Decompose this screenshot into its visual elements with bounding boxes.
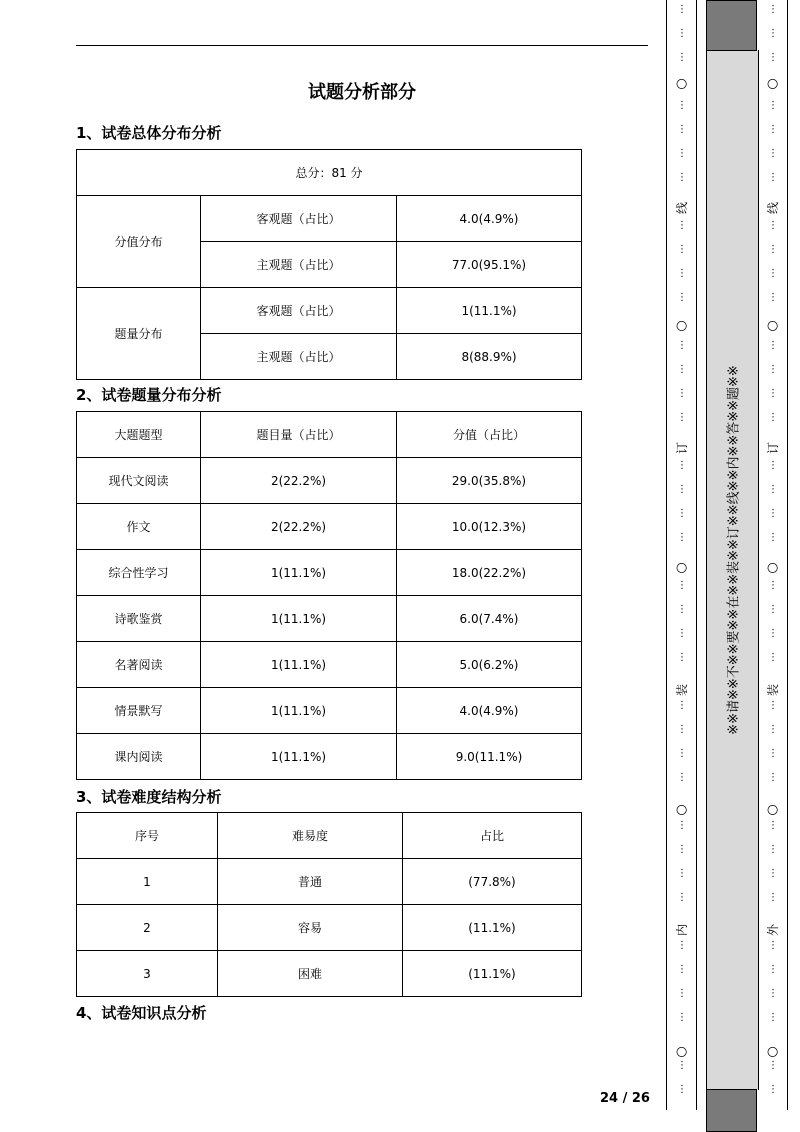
binding-dot-icon: ⋮ [677, 964, 687, 975]
binding-border [666, 0, 667, 1110]
binding-dot-icon: ⋮ [677, 292, 687, 303]
difficulty-table [76, 812, 582, 997]
question-type-table [76, 411, 582, 780]
binding-label: 外 [766, 924, 780, 937]
binding-dot-icon: ⋮ [677, 820, 687, 831]
binding-label: 内 [675, 924, 689, 937]
table-cell: 课内阅读 [77, 734, 201, 780]
table-header: 大题题型 [77, 412, 201, 458]
binding-dot-icon: ⋮ [768, 748, 778, 759]
binding-label: 订 [675, 442, 689, 455]
binding-dot-icon: ⋮ [768, 628, 778, 639]
binding-dot-icon: ⋮ [677, 388, 687, 399]
table-header: 分值（占比） [397, 412, 582, 458]
table-cell: 1(11.1%) [201, 688, 397, 734]
binding-dot-icon: ⋮ [677, 52, 687, 63]
binding-dot-icon: ⋮ [768, 940, 778, 951]
table-cell: 现代文阅读 [77, 458, 201, 504]
binding-dot-icon: ⋮ [677, 1012, 687, 1023]
binding-dot-icon: ⋮ [768, 388, 778, 399]
binding-dot-icon: ⋮ [677, 148, 687, 159]
count-distribution-label: 题量分布 [77, 288, 201, 380]
table-cell: 1(11.1%) [201, 734, 397, 780]
binding-dot-icon: ⋮ [677, 772, 687, 783]
table-cell: 普通 [218, 859, 403, 905]
table-row [77, 859, 582, 905]
section-heading-overall: 1、试卷总体分布分析 [76, 124, 222, 142]
binding-dot-icon: ⋮ [768, 412, 778, 423]
top-rule [76, 45, 648, 46]
binding-dot-icon: ⋮ [768, 508, 778, 519]
table-cell: 1 [77, 859, 218, 905]
binding-dot-icon: ⋮ [768, 604, 778, 615]
binding-dot-icon: ⋮ [677, 724, 687, 735]
binding-dot-icon: ⋮ [768, 700, 778, 711]
table-cell: 1(11.1%) [201, 642, 397, 688]
binding-dot-icon: ⋮ [677, 4, 687, 15]
table-header: 题目量（占比） [201, 412, 397, 458]
subjective-label: 主观题（占比） [201, 334, 397, 380]
binding-dot-icon: ⋮ [677, 124, 687, 135]
binding-circle-icon: ○ [765, 804, 780, 816]
binding-label: 装 [766, 684, 780, 697]
table-cell: (77.8%) [403, 859, 582, 905]
total-score-cell: 总分：81 分 [77, 150, 582, 196]
binding-dot-icon: ⋮ [768, 724, 778, 735]
table-header: 序号 [77, 813, 218, 859]
binding-dot-icon: ⋮ [677, 1084, 687, 1095]
binding-circle-icon: ○ [765, 320, 780, 332]
count-objective-value: 1(11.1%) [397, 288, 582, 334]
table-cell: 综合性学习 [77, 550, 201, 596]
binding-dot-icon: ⋮ [677, 844, 687, 855]
binding-label: 订 [766, 442, 780, 455]
binding-dot-icon: ⋮ [768, 268, 778, 279]
binding-dot-icon: ⋮ [768, 1012, 778, 1023]
section-heading-difficulty: 3、试卷难度结构分析 [76, 788, 222, 806]
binding-dot-icon: ⋮ [677, 220, 687, 231]
binding-dot-icon: ⋮ [768, 364, 778, 375]
table-cell: 2(22.2%) [201, 458, 397, 504]
table-cell: 名著阅读 [77, 642, 201, 688]
table-cell: 5.0(6.2%) [397, 642, 582, 688]
binding-circle-icon: ○ [765, 562, 780, 574]
binding-dot-icon: ⋮ [768, 100, 778, 111]
binding-dot-icon: ⋮ [768, 124, 778, 135]
binding-circle-icon: ○ [674, 320, 689, 332]
table-cell: 容易 [218, 905, 403, 951]
binding-dot-icon: ⋮ [677, 244, 687, 255]
binding-dot-icon: ⋮ [677, 988, 687, 999]
overall-distribution-table [76, 149, 582, 380]
binding-circle-icon: ○ [765, 78, 780, 90]
binding-dot-icon: ⋮ [768, 988, 778, 999]
binding-dot-icon: ⋮ [677, 460, 687, 471]
table-cell: (11.1%) [403, 905, 582, 951]
binding-dot-icon: ⋮ [768, 772, 778, 783]
binding-dot-icon: ⋮ [677, 1060, 687, 1071]
table-cell: 1(11.1%) [201, 550, 397, 596]
table-header: 占比 [403, 813, 582, 859]
table-cell: 诗歌鉴赏 [77, 596, 201, 642]
table-row [77, 504, 582, 550]
binding-tab-bottom [706, 1089, 757, 1132]
binding-dot-icon: ⋮ [677, 868, 687, 879]
binding-dot-icon: ⋮ [768, 244, 778, 255]
table-row [77, 642, 582, 688]
binding-label: 线 [675, 202, 689, 215]
table-row [77, 550, 582, 596]
binding-dot-icon: ⋮ [768, 892, 778, 903]
table-cell: 1(11.1%) [201, 596, 397, 642]
binding-dot-icon: ⋮ [768, 964, 778, 975]
table-cell: 6.0(7.4%) [397, 596, 582, 642]
binding-dot-icon: ⋮ [768, 820, 778, 831]
count-subjective-value: 8(88.9%) [397, 334, 582, 380]
binding-dot-icon: ⋮ [677, 532, 687, 543]
binding-dot-icon: ⋮ [677, 628, 687, 639]
table-row [77, 734, 582, 780]
binding-dot-icon: ⋮ [768, 52, 778, 63]
binding-dot-icon: ⋮ [677, 172, 687, 183]
table-row [77, 905, 582, 951]
binding-warning-text: ※※请※※不※※要※※在※※装※※订※※线※※内※※答※※题※※ [726, 365, 741, 735]
binding-dot-icon: ⋮ [677, 700, 687, 711]
binding-label: 装 [675, 684, 689, 697]
binding-dot-icon: ⋮ [768, 28, 778, 39]
table-cell: 3 [77, 951, 218, 997]
binding-dot-icon: ⋮ [768, 340, 778, 351]
binding-circle-icon: ○ [674, 804, 689, 816]
binding-label: 线 [766, 202, 780, 215]
binding-dot-icon: ⋮ [768, 148, 778, 159]
binding-dot-icon: ⋮ [677, 508, 687, 519]
binding-circle-icon: ○ [674, 1046, 689, 1058]
binding-warning [706, 340, 757, 760]
binding-dot-icon: ⋮ [677, 484, 687, 495]
table-cell: 困难 [218, 951, 403, 997]
table-cell: 2 [77, 905, 218, 951]
table-cell: (11.1%) [403, 951, 582, 997]
binding-dot-icon: ⋮ [768, 532, 778, 543]
table-cell: 2(22.2%) [201, 504, 397, 550]
score-objective-value: 4.0(4.9%) [397, 196, 582, 242]
table-row [77, 951, 582, 997]
binding-dot-icon: ⋮ [768, 844, 778, 855]
binding-dot-icon: ⋮ [677, 364, 687, 375]
binding-dot-icon: ⋮ [677, 28, 687, 39]
section-heading-knowledge: 4、试卷知识点分析 [76, 1004, 207, 1022]
objective-label: 客观题（占比） [201, 196, 397, 242]
binding-circle-icon: ○ [674, 562, 689, 574]
binding-line-inner [667, 0, 697, 1110]
table-cell: 18.0(22.2%) [397, 550, 582, 596]
binding-dot-icon: ⋮ [677, 340, 687, 351]
binding-dot-icon: ⋮ [768, 580, 778, 591]
score-distribution-label: 分值分布 [77, 196, 201, 288]
binding-dot-icon: ⋮ [768, 1060, 778, 1071]
binding-line-outer [758, 0, 788, 1110]
binding-dot-icon: ⋮ [768, 460, 778, 471]
table-row [77, 688, 582, 734]
binding-circle-icon: ○ [765, 1046, 780, 1058]
page-number: 24 / 26 [600, 1091, 650, 1106]
section-heading-question-count: 2、试卷题量分布分析 [76, 386, 222, 404]
table-row [77, 458, 582, 504]
table-cell: 情景默写 [77, 688, 201, 734]
table-cell: 4.0(4.9%) [397, 688, 582, 734]
binding-dot-icon: ⋮ [677, 604, 687, 615]
table-header: 难易度 [218, 813, 403, 859]
table-cell: 9.0(11.1%) [397, 734, 582, 780]
binding-dot-icon: ⋮ [677, 652, 687, 663]
binding-dot-icon: ⋮ [677, 268, 687, 279]
objective-label: 客观题（占比） [201, 288, 397, 334]
score-subjective-value: 77.0(95.1%) [397, 242, 582, 288]
table-cell: 29.0(35.8%) [397, 458, 582, 504]
binding-dot-icon: ⋮ [677, 892, 687, 903]
binding-dot-icon: ⋮ [768, 868, 778, 879]
binding-dot-icon: ⋮ [768, 652, 778, 663]
table-cell: 10.0(12.3%) [397, 504, 582, 550]
binding-dot-icon: ⋮ [677, 100, 687, 111]
binding-tab-top [706, 0, 757, 51]
binding-dot-icon: ⋮ [768, 1084, 778, 1095]
subjective-label: 主观题（占比） [201, 242, 397, 288]
binding-dot-icon: ⋮ [677, 940, 687, 951]
binding-dot-icon: ⋮ [677, 412, 687, 423]
binding-dot-icon: ⋮ [768, 172, 778, 183]
binding-border [696, 0, 697, 1110]
binding-dot-icon: ⋮ [768, 220, 778, 231]
binding-dot-icon: ⋮ [768, 4, 778, 15]
binding-circle-icon: ○ [674, 78, 689, 90]
table-cell: 作文 [77, 504, 201, 550]
binding-dot-icon: ⋮ [677, 748, 687, 759]
binding-dot-icon: ⋮ [677, 580, 687, 591]
table-row [77, 596, 582, 642]
binding-dot-icon: ⋮ [768, 292, 778, 303]
page-title: 试题分析部分 [308, 82, 416, 103]
binding-border [787, 0, 788, 1110]
binding-dot-icon: ⋮ [768, 484, 778, 495]
